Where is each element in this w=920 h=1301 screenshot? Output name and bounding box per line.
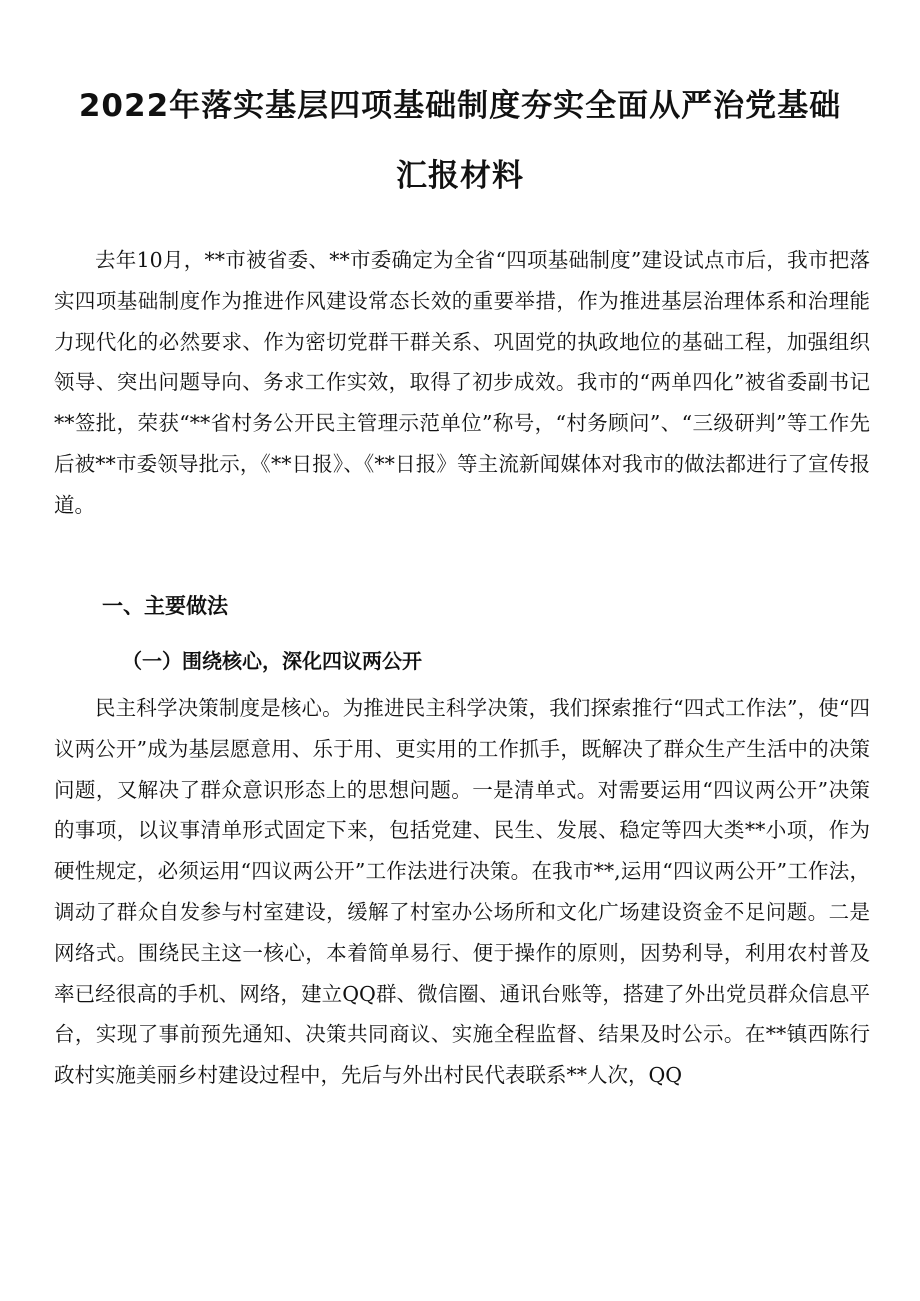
document-title-line-1: 2022年落实基层四项基础制度夯实全面从严治党基础 — [78, 88, 842, 124]
body-paragraph: 民主科学决策制度是核心。为推进民主科学决策，我们探索推行“四式工作法”，使“四议两公开”成为基层愿意用、乐于用、更实用的工作抓手，既解决了群众生产生活中的决策问题，又解决了群众意识形态上的思想问题。一是清单式。对需要运用“四议两公开”决策的事项，以议事清单形式固定下来，包括党建、民生、发展、稳定等四大类**小项，作为硬性规定，必须运用“四议两公开”工作法进行决策。在我市**,运用“四议两公开”工作法，调动了群众自发参与村室建设，缓解了村室办公场所和文化广场建设资金不足问题。二是网络式。围绕民主这一核心，本着简单易行、便于操作的原则，因势利导，利用农村普及率已经很高的手机、网络，建立QQ群、微信圈、通讯台账等，搭建了外出党员群众信息平台，实现了事前预先通知、决策共同商议、实施全程监督、结果及时公示。在**镇西陈行政村实施美丽乡村建设过程中，先后与外出村民代表联系**人次，QQ — [54, 696, 870, 1088]
subsection-heading-four-discussions: （一）围绕核心，深化四议两公开 — [122, 649, 422, 673]
section-heading-main-practices: 一、主要做法 — [102, 594, 228, 618]
document-title-line-2: 汇报材料 — [396, 158, 524, 194]
intro-paragraph: 去年10月，**市被省委、**市委确定为全省“四项基础制度”建设试点市后，我市把落实四项基础制度作为推进作风建设常态长效的重要举措，作为推进基层治理体系和治理能力现代化的必然要求、作为密切党群干群关系、巩固党的执政地位的基础工程，加强组织领导、突出问题导向、务求工作实效，取得了初步成效。我市的“两单四化”被省委副书记**签批，荣获“**省村务公开民主管理示范单位”称号，“村务顾问”、“三级研判”等工作先后被**市委领导批示，《**日报》、《**日报》等主流新闻媒体对我市的做法都进行了宣传报道。 — [54, 248, 870, 517]
